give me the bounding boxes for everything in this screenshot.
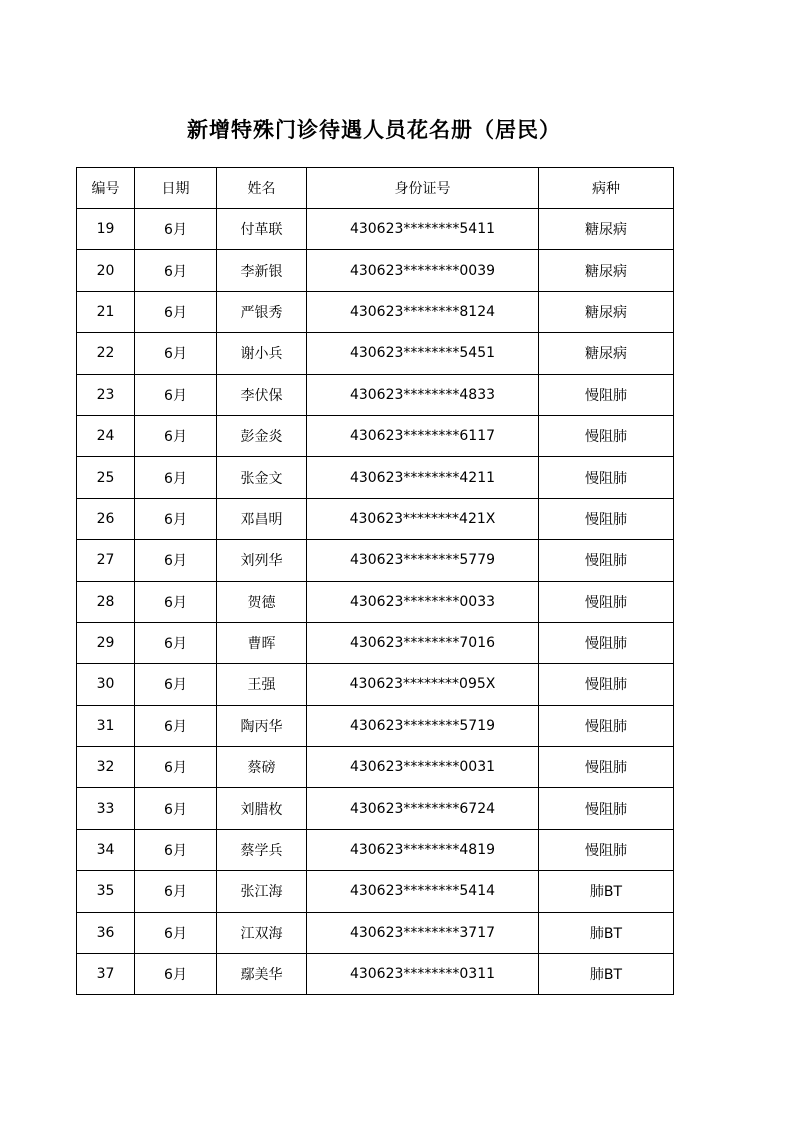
table-row <box>77 622 674 663</box>
cell-disease: 糖尿病 <box>539 291 674 332</box>
header-date: 日期 <box>135 168 217 209</box>
cell-id-number: 430623********0031 <box>307 747 539 788</box>
cell-id-number: 430623********4833 <box>307 374 539 415</box>
cell-name: 付革联 <box>217 209 307 250</box>
roster-table <box>76 167 674 995</box>
header-row <box>77 168 674 209</box>
cell-name: 谢小兵 <box>217 333 307 374</box>
cell-name: 王强 <box>217 664 307 705</box>
cell-date: 6月 <box>135 829 217 870</box>
cell-name: 李伏保 <box>217 374 307 415</box>
cell-disease: 肺BT <box>539 871 674 912</box>
cell-id-number: 430623********6724 <box>307 788 539 829</box>
cell-name: 刘列华 <box>217 540 307 581</box>
cell-number: 36 <box>77 912 135 953</box>
cell-id-number: 430623********4211 <box>307 457 539 498</box>
cell-number: 31 <box>77 705 135 746</box>
table-row <box>77 912 674 953</box>
cell-disease: 慢阻肺 <box>539 498 674 539</box>
cell-date: 6月 <box>135 664 217 705</box>
cell-name: 彭金炎 <box>217 415 307 456</box>
cell-id-number: 430623********421X <box>307 498 539 539</box>
cell-date: 6月 <box>135 871 217 912</box>
header-disease: 病种 <box>539 168 674 209</box>
cell-date: 6月 <box>135 333 217 374</box>
cell-disease: 糖尿病 <box>539 250 674 291</box>
cell-name: 张金文 <box>217 457 307 498</box>
page-title: 新增特殊门诊待遇人员花名册（居民） <box>187 117 561 142</box>
cell-name: 邓昌明 <box>217 498 307 539</box>
cell-date: 6月 <box>135 498 217 539</box>
cell-disease: 慢阻肺 <box>539 664 674 705</box>
cell-disease: 慢阻肺 <box>539 540 674 581</box>
cell-date: 6月 <box>135 622 217 663</box>
cell-number: 35 <box>77 871 135 912</box>
cell-date: 6月 <box>135 747 217 788</box>
cell-id-number: 430623********5779 <box>307 540 539 581</box>
cell-id-number: 430623********5414 <box>307 871 539 912</box>
table-row <box>77 250 674 291</box>
cell-disease: 慢阻肺 <box>539 705 674 746</box>
table-row <box>77 664 674 705</box>
cell-date: 6月 <box>135 540 217 581</box>
cell-number: 32 <box>77 747 135 788</box>
cell-date: 6月 <box>135 954 217 995</box>
cell-number: 22 <box>77 333 135 374</box>
cell-number: 24 <box>77 415 135 456</box>
cell-date: 6月 <box>135 457 217 498</box>
table-row <box>77 788 674 829</box>
table-row <box>77 829 674 870</box>
table-row <box>77 374 674 415</box>
cell-disease: 肺BT <box>539 912 674 953</box>
cell-disease: 慢阻肺 <box>539 581 674 622</box>
cell-number: 25 <box>77 457 135 498</box>
header-id-number: 身份证号 <box>307 168 539 209</box>
header-number: 编号 <box>77 168 135 209</box>
table-row <box>77 540 674 581</box>
cell-date: 6月 <box>135 209 217 250</box>
cell-number: 23 <box>77 374 135 415</box>
cell-date: 6月 <box>135 415 217 456</box>
cell-number: 29 <box>77 622 135 663</box>
cell-number: 21 <box>77 291 135 332</box>
cell-date: 6月 <box>135 705 217 746</box>
cell-name: 蔡磅 <box>217 747 307 788</box>
cell-number: 26 <box>77 498 135 539</box>
cell-disease: 慢阻肺 <box>539 829 674 870</box>
cell-disease: 肺BT <box>539 954 674 995</box>
cell-date: 6月 <box>135 291 217 332</box>
table-row <box>77 498 674 539</box>
table-row <box>77 209 674 250</box>
cell-id-number: 430623********0311 <box>307 954 539 995</box>
cell-number: 19 <box>77 209 135 250</box>
cell-number: 37 <box>77 954 135 995</box>
cell-id-number: 430623********0039 <box>307 250 539 291</box>
cell-id-number: 430623********095X <box>307 664 539 705</box>
cell-disease: 慢阻肺 <box>539 788 674 829</box>
cell-number: 27 <box>77 540 135 581</box>
cell-id-number: 430623********3717 <box>307 912 539 953</box>
cell-disease: 慢阻肺 <box>539 457 674 498</box>
table-row <box>77 705 674 746</box>
cell-date: 6月 <box>135 912 217 953</box>
cell-id-number: 430623********8124 <box>307 291 539 332</box>
cell-disease: 慢阻肺 <box>539 747 674 788</box>
cell-disease: 糖尿病 <box>539 209 674 250</box>
cell-id-number: 430623********4819 <box>307 829 539 870</box>
cell-name: 江双海 <box>217 912 307 953</box>
cell-id-number: 430623********5451 <box>307 333 539 374</box>
table-row <box>77 291 674 332</box>
roster-body <box>77 209 674 995</box>
cell-id-number: 430623********5411 <box>307 209 539 250</box>
cell-name: 刘腊枚 <box>217 788 307 829</box>
cell-number: 30 <box>77 664 135 705</box>
table-row <box>77 871 674 912</box>
cell-name: 李新银 <box>217 250 307 291</box>
table-row <box>77 415 674 456</box>
header-name: 姓名 <box>217 168 307 209</box>
cell-disease: 慢阻肺 <box>539 415 674 456</box>
cell-date: 6月 <box>135 250 217 291</box>
table-row <box>77 333 674 374</box>
cell-name: 陶丙华 <box>217 705 307 746</box>
cell-date: 6月 <box>135 788 217 829</box>
cell-id-number: 430623********7016 <box>307 622 539 663</box>
cell-number: 33 <box>77 788 135 829</box>
cell-number: 28 <box>77 581 135 622</box>
cell-id-number: 430623********6117 <box>307 415 539 456</box>
cell-name: 贺德 <box>217 581 307 622</box>
table-row <box>77 954 674 995</box>
table-row <box>77 457 674 498</box>
cell-name: 曹晖 <box>217 622 307 663</box>
cell-disease: 慢阻肺 <box>539 622 674 663</box>
cell-number: 34 <box>77 829 135 870</box>
cell-disease: 慢阻肺 <box>539 374 674 415</box>
cell-number: 20 <box>77 250 135 291</box>
cell-name: 张江海 <box>217 871 307 912</box>
cell-name: 蔡学兵 <box>217 829 307 870</box>
cell-date: 6月 <box>135 581 217 622</box>
cell-date: 6月 <box>135 374 217 415</box>
table-row <box>77 581 674 622</box>
cell-id-number: 430623********5719 <box>307 705 539 746</box>
table-row <box>77 747 674 788</box>
cell-name: 严银秀 <box>217 291 307 332</box>
cell-id-number: 430623********0033 <box>307 581 539 622</box>
cell-name: 鄢美华 <box>217 954 307 995</box>
cell-disease: 糖尿病 <box>539 333 674 374</box>
